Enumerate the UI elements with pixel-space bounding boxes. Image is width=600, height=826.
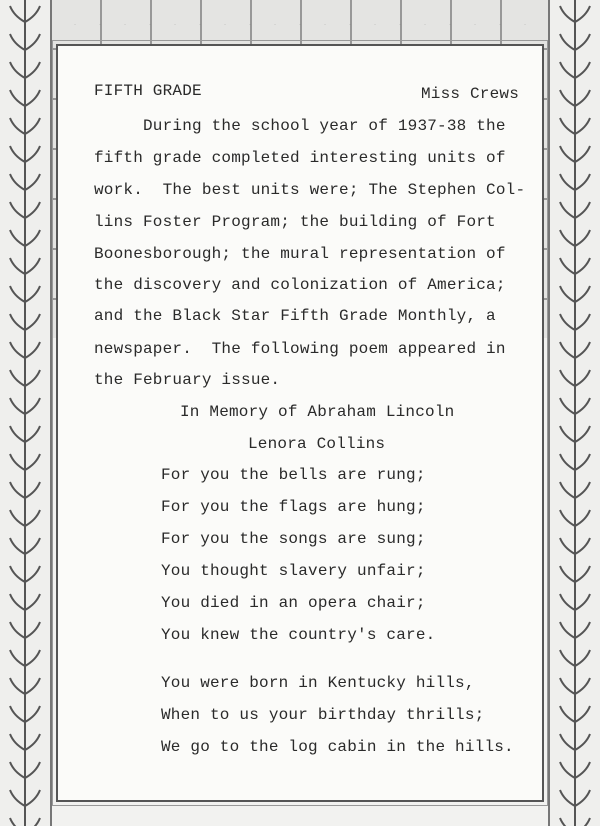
poem-line: For you the flags are hung; xyxy=(161,498,426,516)
paragraph-line: the discovery and colonization of America; xyxy=(94,276,506,294)
poem-line: We go to the log cabin in the hills. xyxy=(161,738,514,756)
poem-line: You were born in Kentucky hills, xyxy=(161,674,475,692)
paragraph-line: newspaper. The following poem appeared in xyxy=(94,340,506,358)
poem-author: Lenora Collins xyxy=(248,435,386,453)
poem-line: For you the bells are rung; xyxy=(161,466,426,484)
paragraph-line: work. The best units were; The Stephen Col- xyxy=(94,181,526,199)
poem-line: For you the songs are sung; xyxy=(161,530,426,548)
vine-pattern-left xyxy=(0,0,50,826)
poem-line: When to us your birthday thrills; xyxy=(161,706,485,724)
vine-pattern-right xyxy=(550,0,600,826)
poem-line: You thought slavery unfair; xyxy=(161,562,426,580)
paragraph-line: and the Black Star Fifth Grade Monthly, a xyxy=(94,307,496,325)
paragraph-line: the February issue. xyxy=(94,371,281,389)
paragraph-line: fifth grade completed interesting units of xyxy=(94,149,506,167)
paragraph-line: During the school year of 1937-38 the xyxy=(143,117,506,135)
left-vine-border xyxy=(0,0,52,826)
paragraph-line: lins Foster Program; the building of Fort xyxy=(94,213,496,231)
poem-line: You knew the country's care. xyxy=(161,626,436,644)
paragraph-line: Boonesborough; the mural representation of xyxy=(94,245,506,263)
right-vine-border xyxy=(548,0,600,826)
teacher-name: Miss Crews xyxy=(421,85,520,103)
poem-line: You died in an opera chair; xyxy=(161,594,426,612)
section-heading: FIFTH GRADE xyxy=(94,82,202,100)
poem-title: In Memory of Abraham Lincoln xyxy=(180,403,455,421)
